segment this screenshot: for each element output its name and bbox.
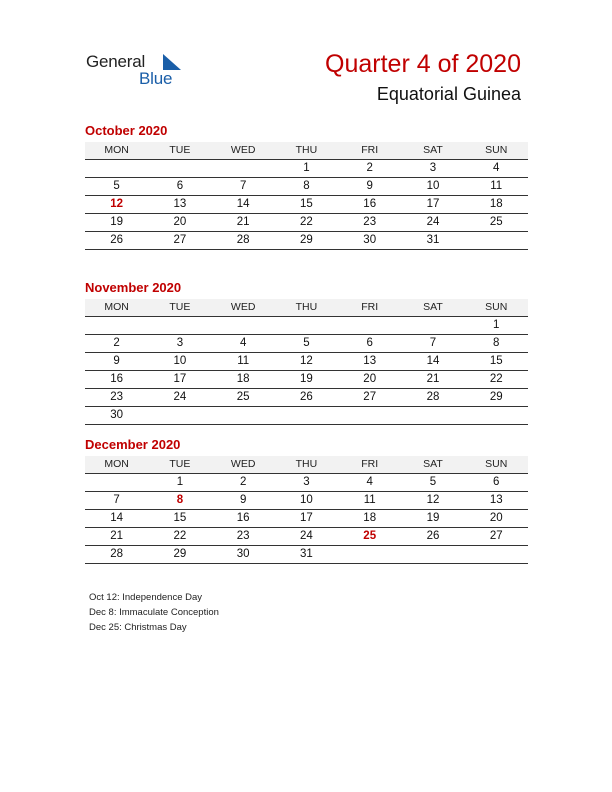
day-cell: 20 <box>173 216 187 228</box>
day-cell: 24 <box>300 530 313 542</box>
day-cell: 17 <box>426 198 440 210</box>
weekday-label: MON <box>104 458 129 470</box>
day-cell: 15 <box>489 355 503 367</box>
day-cell <box>85 317 148 334</box>
week-row <box>85 353 528 371</box>
day-cell: 25 <box>236 391 250 403</box>
week-row <box>85 335 528 353</box>
day-cell: 28 <box>426 391 440 403</box>
week-row <box>85 407 528 425</box>
weekday-label: FRI <box>361 301 379 313</box>
weekday-label: FRI <box>361 458 379 470</box>
day-cell: 18 <box>489 198 503 210</box>
weekday-label: THU <box>295 144 318 156</box>
week-row <box>85 214 528 232</box>
holiday-item: Dec 8: Immaculate Conception <box>89 607 219 618</box>
weekday-label: THU <box>295 458 318 470</box>
day-cell: 19 <box>110 216 124 228</box>
day-cell <box>212 317 275 334</box>
day-cell <box>338 407 401 424</box>
holiday-item: Oct 12: Independence Day <box>89 592 203 603</box>
day-cell <box>85 160 148 177</box>
day-cell: 2 <box>366 162 373 174</box>
day-cell: 22 <box>173 530 187 542</box>
day-cell: 9 <box>366 180 373 192</box>
day-cell: 13 <box>363 355 377 367</box>
day-cell: 29 <box>300 234 313 246</box>
weekday-label: TUE <box>169 144 191 156</box>
day-cell: 1 <box>303 162 310 174</box>
week-row <box>85 371 528 389</box>
day-cell: 11 <box>490 180 503 192</box>
holiday-item: Dec 25: Christmas Day <box>89 622 187 633</box>
day-cell: 7 <box>239 180 247 192</box>
day-cell: 21 <box>426 373 440 385</box>
month-title: November 2020 <box>85 280 182 295</box>
day-cell: 7 <box>429 337 437 349</box>
weekday-label: SUN <box>485 458 508 470</box>
day-cell <box>401 317 464 334</box>
weekday-label: SAT <box>423 458 443 470</box>
day-cell: 23 <box>363 216 377 228</box>
day-cell: 20 <box>363 373 377 385</box>
month-title: December 2020 <box>85 437 181 452</box>
weekday-header <box>85 299 528 316</box>
week-row <box>85 510 528 528</box>
day-cell: 6 <box>176 180 184 192</box>
day-cell: 12 <box>426 494 440 506</box>
day-cell: 5 <box>303 337 310 349</box>
day-cell: 22 <box>489 373 503 385</box>
day-cell <box>465 407 528 424</box>
day-cell: 11 <box>237 355 250 367</box>
weekday-label: MON <box>104 301 129 313</box>
day-cell: 24 <box>426 216 440 228</box>
week-row <box>85 546 528 564</box>
day-cell <box>212 160 275 177</box>
weekday-label: SUN <box>485 144 508 156</box>
week-row <box>85 528 528 546</box>
month-december <box>85 436 528 564</box>
day-cell: 31 <box>300 548 313 560</box>
day-cell: 17 <box>173 373 187 385</box>
day-cell: 8 <box>493 337 500 349</box>
day-cell: 13 <box>489 494 503 506</box>
day-cell: 8 <box>176 494 184 506</box>
day-cell: 3 <box>429 162 437 174</box>
day-cell: 12 <box>300 355 313 367</box>
week-row <box>85 196 528 214</box>
day-cell: 3 <box>176 337 184 349</box>
day-cell: 26 <box>300 391 313 403</box>
day-cell: 18 <box>236 373 250 385</box>
holiday-list <box>89 590 219 635</box>
day-cell: 29 <box>489 391 503 403</box>
day-cell: 27 <box>363 391 377 403</box>
month-november <box>85 279 528 425</box>
day-cell: 13 <box>173 198 187 210</box>
day-cell <box>465 232 528 249</box>
day-cell: 15 <box>300 198 313 210</box>
day-cell <box>212 407 275 424</box>
weekday-label: SAT <box>423 144 443 156</box>
day-cell: 30 <box>110 409 124 421</box>
weekday-label: TUE <box>169 301 191 313</box>
country-name: Equatorial Guinea <box>376 84 521 104</box>
day-cell <box>148 160 211 177</box>
day-cell: 6 <box>366 337 373 349</box>
weekday-label: SUN <box>485 301 508 313</box>
week-row <box>85 159 528 178</box>
day-cell: 10 <box>426 180 440 192</box>
day-cell: 10 <box>300 494 313 506</box>
day-cell: 22 <box>300 216 313 228</box>
day-cell: 18 <box>363 512 377 524</box>
month-title: October 2020 <box>85 123 168 138</box>
day-cell: 17 <box>300 512 313 524</box>
weekday-label: SAT <box>423 301 443 313</box>
day-cell: 6 <box>493 476 500 488</box>
day-cell <box>401 546 464 563</box>
day-cell: 2 <box>239 476 247 488</box>
day-cell <box>148 407 211 424</box>
day-cell: 14 <box>110 512 124 524</box>
day-cell: 9 <box>113 355 120 367</box>
day-cell: 28 <box>110 548 124 560</box>
day-cell: 19 <box>300 373 313 385</box>
month-october <box>85 122 528 250</box>
week-row <box>85 232 528 250</box>
logo-triangle-icon <box>161 54 181 70</box>
day-cell: 21 <box>236 216 250 228</box>
weekday-label: THU <box>295 301 318 313</box>
day-cell: 9 <box>239 494 247 506</box>
day-cell: 4 <box>239 337 247 349</box>
week-rows <box>85 316 528 425</box>
day-cell: 31 <box>426 234 440 246</box>
day-cell <box>338 546 401 563</box>
day-cell: 16 <box>236 512 250 524</box>
day-cell: 24 <box>173 391 187 403</box>
day-cell: 4 <box>493 162 500 174</box>
week-row <box>85 473 528 492</box>
day-cell <box>148 317 211 334</box>
quarter-title: Quarter 4 of 2020 <box>325 50 521 78</box>
week-row <box>85 492 528 510</box>
day-cell: 23 <box>110 391 124 403</box>
day-cell: 23 <box>236 530 250 542</box>
day-cell: 30 <box>236 548 250 560</box>
logo-text-blue: Blue <box>139 69 173 88</box>
day-cell <box>401 407 464 424</box>
logo-text-general: General <box>86 52 146 71</box>
weekday-header <box>85 142 528 159</box>
day-cell <box>275 407 338 424</box>
day-cell: 7 <box>113 494 120 506</box>
day-cell: 16 <box>110 373 124 385</box>
day-cell: 27 <box>489 530 503 542</box>
day-cell: 29 <box>173 548 187 560</box>
weekday-label: MON <box>104 144 129 156</box>
day-cell: 19 <box>426 512 440 524</box>
day-cell: 1 <box>493 319 500 331</box>
day-cell <box>338 317 401 334</box>
day-cell: 2 <box>113 337 120 349</box>
day-cell: 3 <box>303 476 310 488</box>
day-cell: 10 <box>173 355 187 367</box>
day-cell: 14 <box>426 355 440 367</box>
day-cell: 12 <box>110 198 124 210</box>
day-cell: 4 <box>366 476 373 488</box>
day-cell: 11 <box>363 494 376 506</box>
day-cell: 30 <box>363 234 377 246</box>
day-cell: 26 <box>110 234 124 246</box>
weekday-label: WED <box>230 458 256 470</box>
week-row <box>85 178 528 196</box>
day-cell: 5 <box>113 180 120 192</box>
day-cell: 27 <box>173 234 187 246</box>
day-cell: 14 <box>236 198 250 210</box>
day-cell: 21 <box>110 530 124 542</box>
day-cell: 16 <box>363 198 377 210</box>
generalblue-logo <box>86 52 196 92</box>
week-rows <box>85 159 528 250</box>
weekday-label: TUE <box>169 458 191 470</box>
day-cell: 28 <box>236 234 250 246</box>
day-cell: 25 <box>363 530 377 542</box>
weekday-label: FRI <box>361 144 379 156</box>
day-cell: 26 <box>426 530 440 542</box>
weekday-header <box>85 456 528 473</box>
day-cell <box>465 546 528 563</box>
day-cell: 1 <box>176 476 184 488</box>
week-row <box>85 316 528 335</box>
week-rows <box>85 473 528 564</box>
week-row <box>85 389 528 407</box>
day-cell: 25 <box>489 216 503 228</box>
day-cell <box>275 317 338 334</box>
day-cell: 5 <box>429 476 437 488</box>
day-cell: 8 <box>303 180 310 192</box>
day-cell: 15 <box>173 512 187 524</box>
day-cell <box>85 474 148 491</box>
weekday-label: WED <box>230 144 256 156</box>
day-cell: 20 <box>489 512 503 524</box>
weekday-label: WED <box>230 301 256 313</box>
